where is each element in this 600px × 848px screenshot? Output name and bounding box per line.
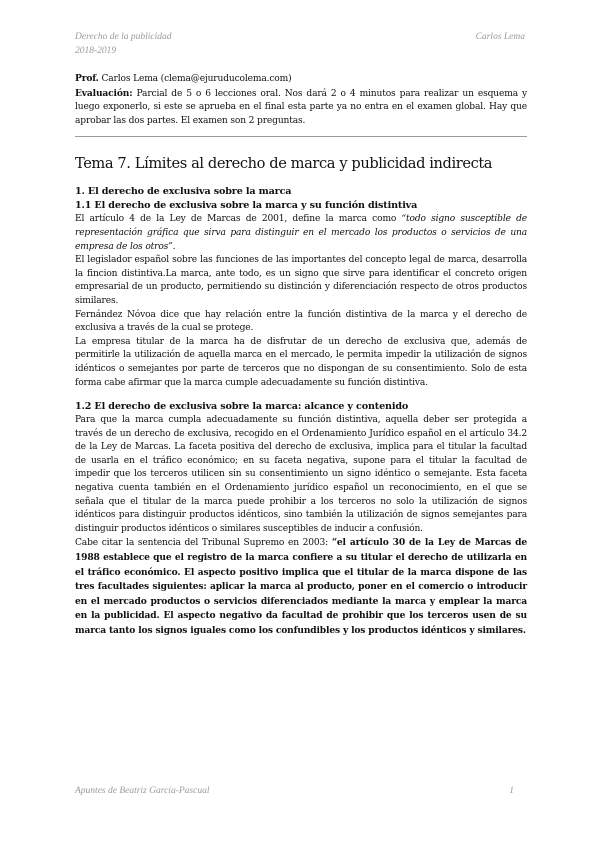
page-number: 1 <box>509 786 514 796</box>
separator-line <box>75 136 527 137</box>
supreme-court-quote: “el artículo 30 de la Ley de Marcas de 1988 establece que el registro de la marca confiere a su titular el derecho de utilizarla en el tráfico económico. El aspecto positivo implica que el titular de la marca dispone de las tres facultades siguientes: aplicar la marca al producto, poner en el comercio o introducir en el mercado productos o servicios diferenciados mediante la marca y emplear la marca en la publicidad. El aspecto negativo da facultad de prohibir que los terceros usen de su marca tanto los signos iguales como los confundibles y los productos idénticos y similares. <box>75 537 527 636</box>
section-heading: 1. El derecho de exclusiva sobre la marca <box>75 186 292 198</box>
paragraph-exclusive-right: La empresa titular de la marca ha de disfrutar de un derecho de exclusiva que, además de permitirle la utilización de aquella marca en el mercado, le permita impedir la utilización de signos idénticos o semejantes por parte de terceros que no dispongan de su consentimiento. Solo de esta forma cabe afirmar que la marca cumple adecuadamente su función distintiva. <box>75 336 527 388</box>
paragraph-supreme-court <box>75 536 527 638</box>
supreme-court-intro: Cabe citar la sentencia del Tribunal Supremo en 2003: <box>75 538 332 549</box>
header-author: Carlos Lema <box>475 32 525 42</box>
professor-label: Prof. <box>75 73 99 84</box>
subsection-heading-1-1: 1.1 El derecho de exclusiva sobre la marca y su función distintiva <box>75 200 418 212</box>
professor-line <box>75 72 527 87</box>
paragraph-definition <box>75 213 527 254</box>
paragraph-legislator: El legislador español sobre las funciones de las importantes del concepto legal de marca, desarrolla la fincion distintiva.La marca, ante todo, es un signo que sirve para identificar el concreto origen empresarial de un producto, permitiendo su distinción y diferenciación respecto de otros productos similares. <box>75 255 527 306</box>
header-year: 2018-2019 <box>75 46 117 56</box>
professor-text: Carlos Lema (clema@ejuruducolema.com) <box>101 74 292 84</box>
subsection-heading-1-2: 1.2 El derecho de exclusiva sobre la marca: alcance y contenido <box>75 401 409 413</box>
definition-quote: “todo signo susceptible de representación gráfica que sirva para distinguir en el mercado los productos o servicios de una empresa de los otros”. <box>75 214 527 252</box>
intro-block <box>75 72 527 128</box>
header-subject: Derecho de la publicidad <box>75 32 172 42</box>
paragraph-scope: Para que la marca cumpla adecuadamente su función distintiva, aquella deber ser protegida a través de un derecho de exclusiva, recogido en el Ordenamiento Jurídico español en el artículo 34.2 de la Ley de Marcas. La faceta positiva del derecho de exclusiva, implica para el titular la facultad de usarla en el tráfico económico; en su faceta negativa, supone para el titular la facultad de impedir que los terceros utilicen sin su consentimiento un signo idéntico o semejante. Esta faceta negativa cuenta también en el Ordenamiento jurídico español un reconocimiento, en el que se señala que el titular de la marca puede prohibir a los terceros no solo la utilización de signos idénticos para distinguir productos idénticos, sino también la utilización de signos semejantes para distinguir productos idénticos o similares susceptibles de inducir a confusión. <box>75 415 527 534</box>
topic-title: Tema 7. Límites al derecho de marca y publicidad indirecta <box>75 155 493 173</box>
page-content <box>75 72 527 639</box>
evaluation-label: Evaluación: <box>75 87 133 99</box>
evaluation-text: Parcial de 5 o 6 lecciones oral. Nos dará 2 o 4 minutos para realizar un esquema y luego exponerlo, si este se aprueba en el final esta parte ya no entra en el examen global. Hay que aprobar las dos partes. El examen son 2 preguntas. <box>75 88 527 126</box>
paragraph-novoa: Fernández Nóvoa dice que hay relación entre la función distintiva de la marca y el derecho de exclusiva a través de la cual se protege. <box>75 309 527 334</box>
footer-credit: Apuntes de Beatriz García-Pascual <box>75 786 210 796</box>
page-header-left <box>75 30 171 58</box>
definition-intro: El artículo 4 de la Ley de Marcas de 2001, define la marca como <box>75 214 402 225</box>
evaluation-paragraph <box>75 87 527 129</box>
